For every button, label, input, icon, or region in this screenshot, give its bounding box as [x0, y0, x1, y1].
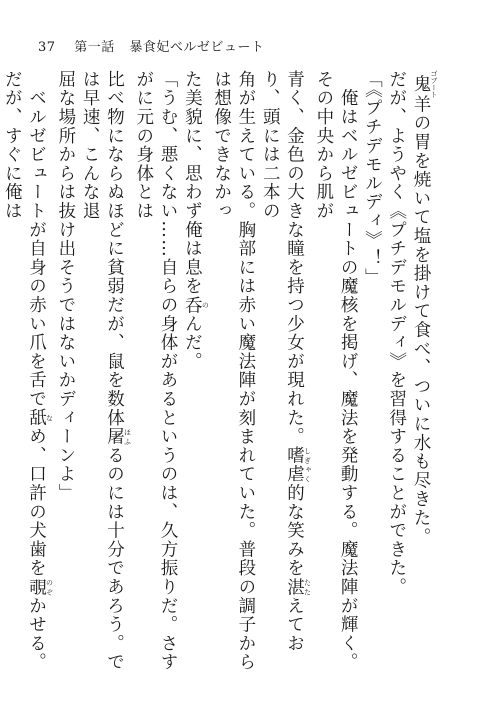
text-line-1-rest: 羊の胃を焼いて塩を掛けて食べ、ついに水も尽きた。	[411, 95, 431, 547]
text-line-1: 鬼 ゴブート羊の胃を焼いて塩を掛けて食べ、ついに水も尽きた。	[411, 70, 438, 547]
chapter-number: 第一話	[74, 40, 115, 55]
text-line-7: た美貌に、思わず俺は息を呑 のんだ。	[182, 70, 210, 371]
text-line-9: 比べ物にならぬほどに貧弱だが、鼠を数体屠 ほふるのには十分であろう。では早速、こんな退	[80, 70, 132, 672]
ruby-no: の	[201, 295, 210, 315]
running-header	[38, 36, 264, 55]
vertical-text-block	[0, 70, 438, 680]
ruby-na: な	[45, 408, 54, 428]
text-line-11: ベルゼビュートが自身の赤い爪を舌で舐 なめ、口許の犬歯を覗 のぞかせる。だが、すぐに俺は	[2, 70, 54, 672]
ruby-nozo: のぞ	[45, 577, 54, 597]
text-line-8: 「うむ、悪くない……自らの身体があるというのは、久方振りだ。さすがに元の身体とは	[133, 70, 179, 672]
ruby-tata: たた	[303, 577, 312, 597]
text-line-6: 角が生えている。胸部には赤い魔法陣が刻まれていた。普段の調子からは想像できなかっ	[211, 70, 256, 672]
text-line-5: 青く、金色の大きな瞳を持つ少女が現れた。嗜虐 しぎゃく的な笑みを湛 たたえており、頭には二本の	[260, 70, 312, 653]
ruby-goat: ゴブート	[430, 70, 438, 98]
page-number: 37	[38, 40, 56, 55]
text-line-3: 「《プチデモルディ》！」	[362, 70, 383, 287]
ruby-ho: ほふ	[123, 427, 132, 447]
ruby-shigyaku: しぎゃく	[303, 446, 312, 484]
text-line-10: 屈な場所からは抜け出そうではないかディーンよ」	[55, 70, 76, 503]
text-line-2: だが、ようやく《プチデモルディ》を習得することができた。	[386, 70, 407, 597]
chapter-title: 暴食妃ベルゼビュート	[129, 40, 265, 55]
text-line-4: 俺はベルゼビュートの魔核を掲げ、魔法を発動する。魔法陣が輝く。その中央から肌が	[313, 70, 359, 672]
